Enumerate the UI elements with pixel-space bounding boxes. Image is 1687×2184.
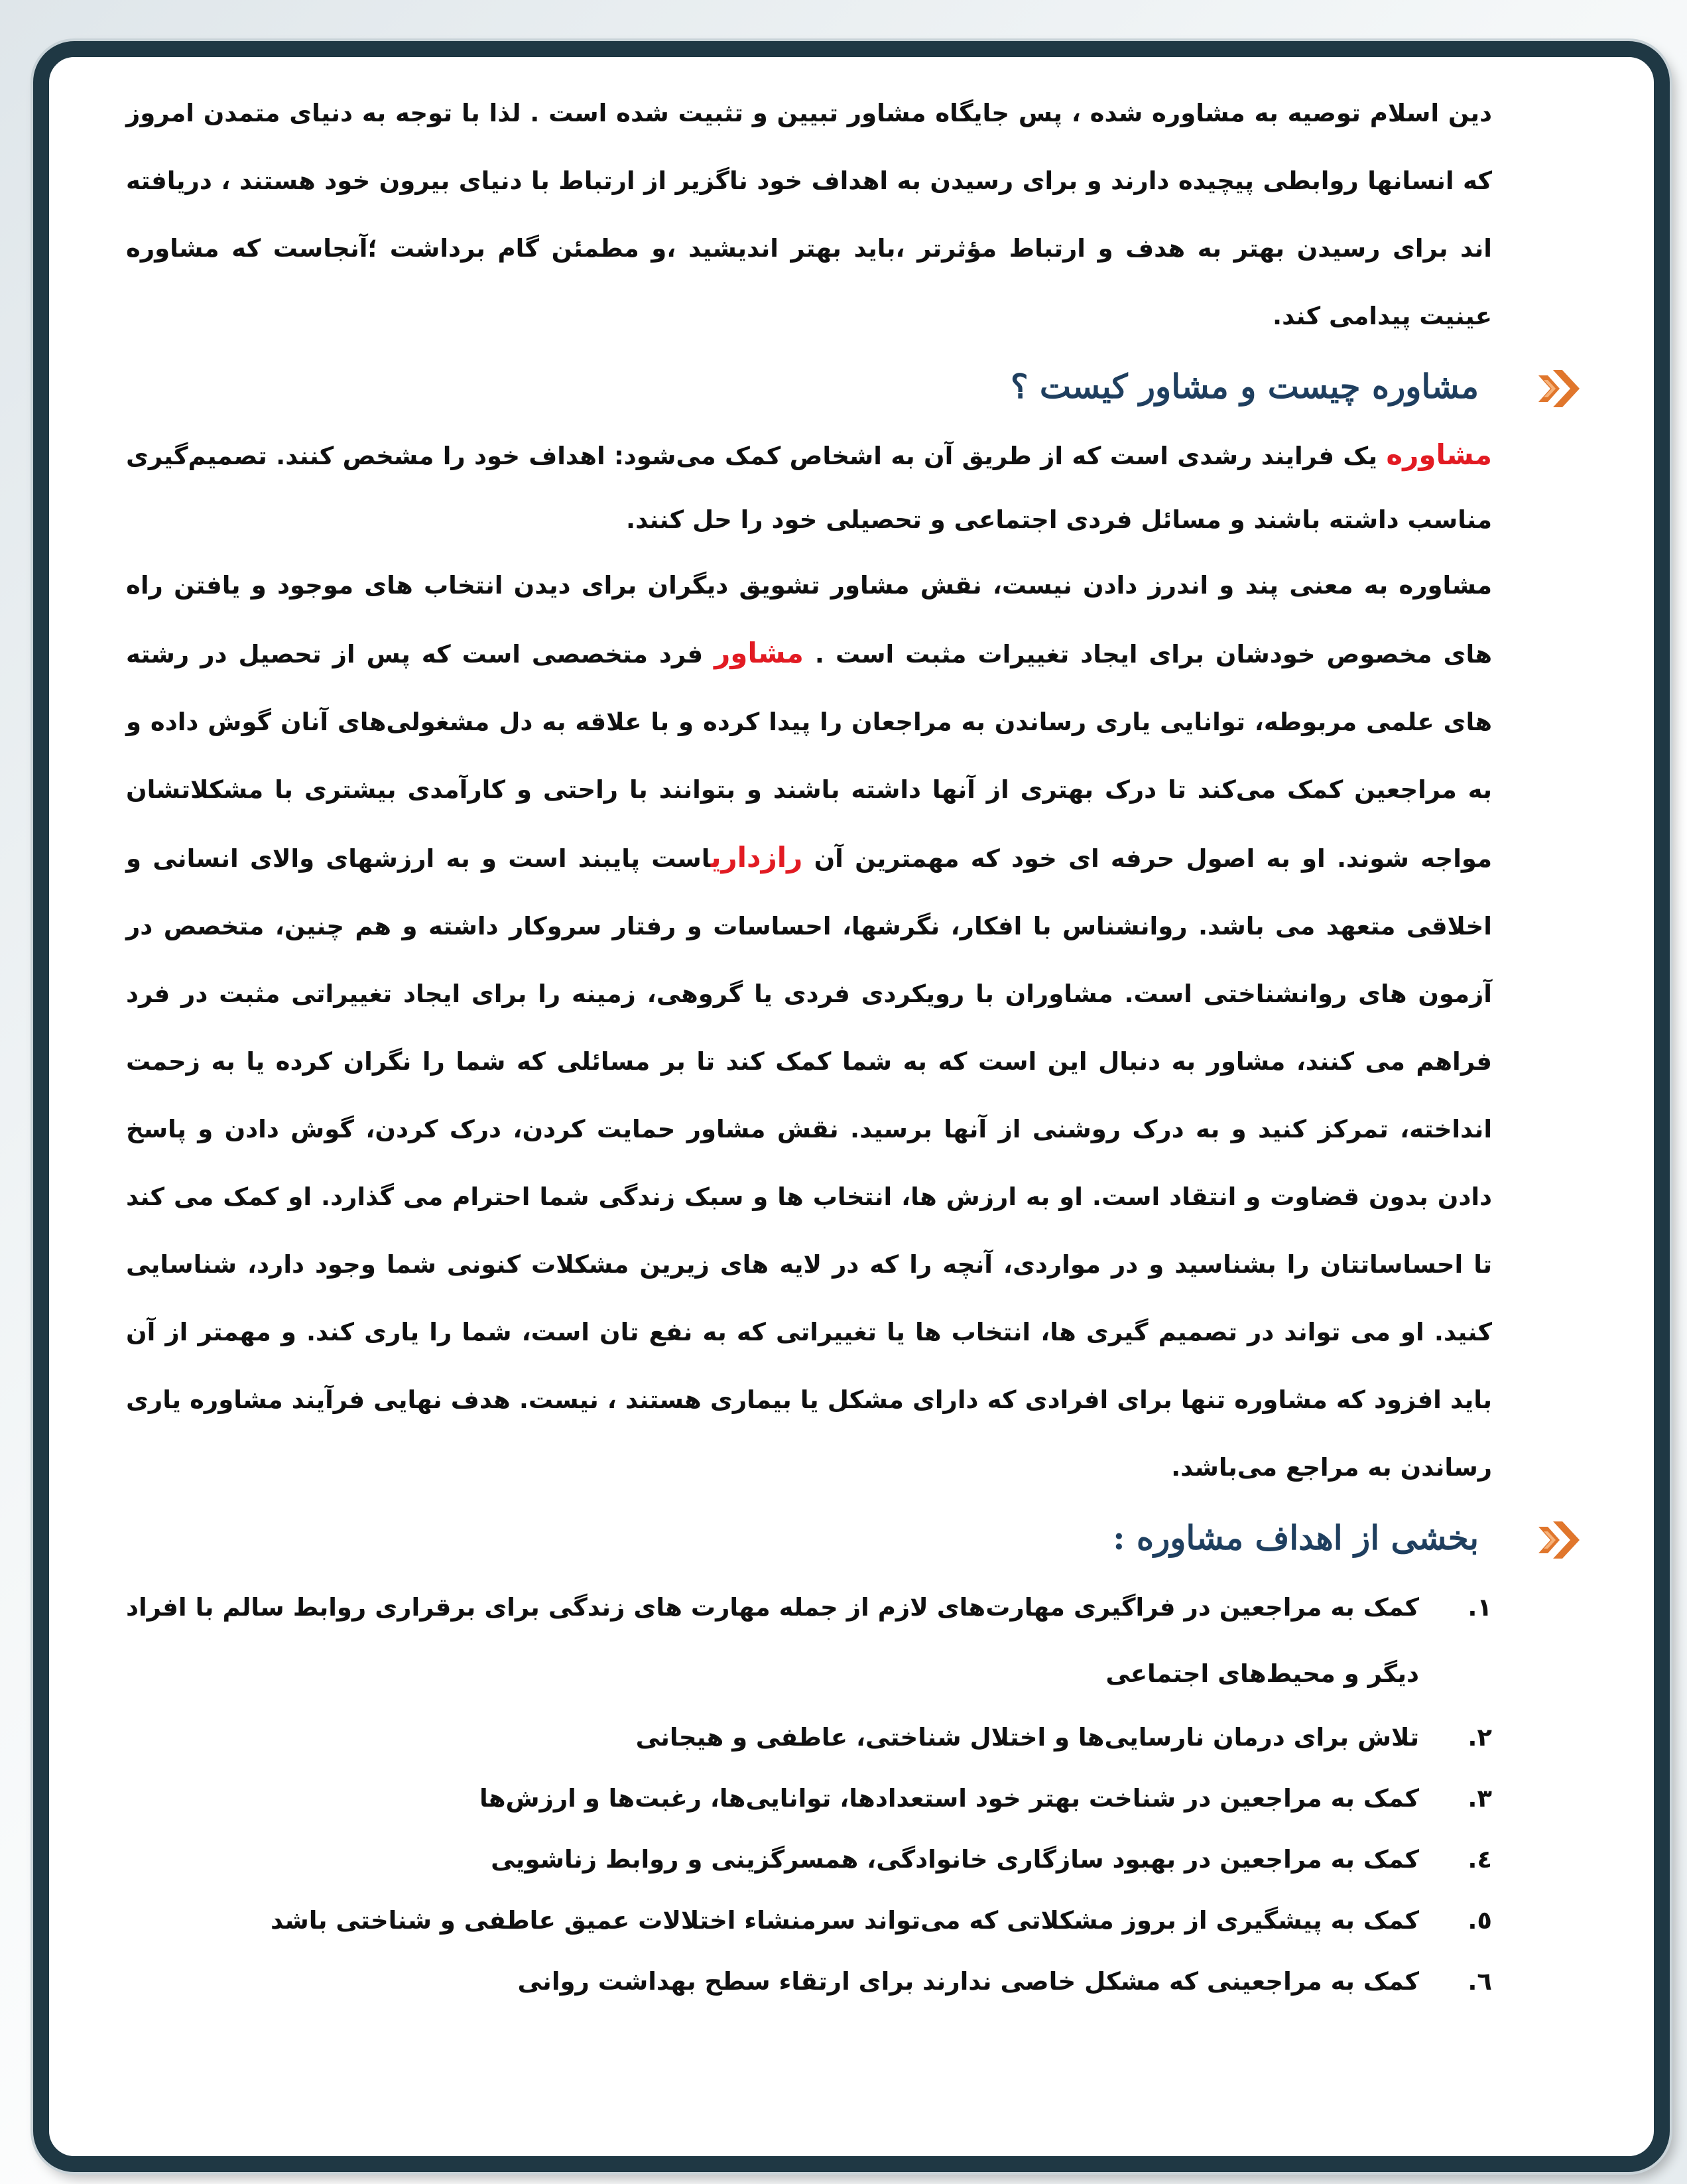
list-item xyxy=(126,1890,1492,1951)
list-item-text: کمک به مراجعین در شناخت بهتر خود استعدادها، توانایی‌ها، رغبت‌ها و ارزش‌ها xyxy=(479,1784,1419,1813)
goals-list xyxy=(126,1574,1492,2012)
list-number: ١. xyxy=(1468,1593,1492,1622)
list-item xyxy=(126,1574,1492,1707)
list-item xyxy=(126,1829,1492,1890)
list-number: ٢. xyxy=(1468,1723,1492,1752)
list-item xyxy=(126,1768,1492,1829)
list-number: ٥. xyxy=(1468,1906,1492,1935)
list-item xyxy=(126,1951,1492,2012)
section-heading-text: مشاوره چیست و مشاور کیست ؟ xyxy=(1010,367,1479,406)
definition-paragraph xyxy=(126,423,1492,552)
counselor-paragraph xyxy=(126,552,1492,1502)
section-heading-text: بخشی از اهداف مشاوره : xyxy=(1113,1518,1479,1557)
intro-paragraph: دین اسلام توصیه به مشاوره شده ، پس جایگاه مشاور تبیین و تثبیت شده است . لذا با توجه به دنیای متمدن امروز که انسانها روابطی پیچیده دارند و برای رسیدن به اهداف خود ناگزیر از ارتباط با دنیای بیرون خود هستند ، دریافته اند برای رسیدن بهتر به هدف و ارتباط مؤثرتر ،باید بهتر اندیشید ،و مطمئن گام برداشت ؛آنجاست که مشاوره عینیت پیدامی کند. xyxy=(126,99,1492,330)
paragraph-text: است پایبند است و به ارزشهای والای انسانی و اخلاقی متعهد می باشد. روانشناس با افکار، نگرشها، احساسات و رفتار سروکار داشته و هم چنین، متخصص در آزمون های روانشناختی است. مشاوران با رویکردی فردی یا گروهی، زمینه را برای ایجاد تغییراتی مثبت در فرد فراهم می کنند، مشاور به دنبال این است که به شما کمک کند تا بر مسائلی که شما را نگران کرده یا به زحمت انداخته، تمرکز کنید و به درک روشنی از آنها برسید. نقش مشاور حمایت کردن، درک کردن، گوش دادن و پاسخ دادن بدون قضاوت و انتقاد است. او به ارزش ها، انتخاب ها و سبک زندگی شما احترام می گذارد. او کمک می کند تا احساساتتان را بشناسید و در مواردی، آنچه را که در لایه های زیرین مشکلات کنونی شما وجود دارد، شناسایی کنید. او می تواند در تصمیم گیری ها، انتخاب ها یا تغییراتی که به نفع تان است، شما را یاری کند. و مهمتر از آن باید افزود که مشاوره تنها برای افرادی که دارای مشکل یا بیماری هستند ، نیست. هدف نهایی فرآیند مشاوره یاری رساندن به مراجع می‌باشد. xyxy=(126,844,1492,1482)
list-number: ٣. xyxy=(1468,1784,1492,1813)
list-number: ٦. xyxy=(1468,1967,1492,1996)
section-heading-goals xyxy=(126,1502,1492,1574)
list-item-text: کمک به مراجعین در فراگیری مهارت‌های لازم از جمله مهارت های زندگی برای برقراری روابط سالم با افراد دیگر و محیط‌های اجتماعی xyxy=(126,1593,1419,1688)
paragraph-text: مشاوره به معنی پند و اندرز دادن نیست، نقش مشاور تشویق دیگران برای دیدن انتخاب های موجود و یافتن راه های مخصوص خودشان برای ایجاد تغییرات مثبت است . xyxy=(126,571,1492,669)
diamond-chevron-icon xyxy=(1533,370,1580,407)
list-item xyxy=(126,1707,1492,1768)
highlight-term: رازداری xyxy=(710,841,803,873)
definition-text: یک فرایند رشدی است که از طریق آن به اشخاص کمک می‌شود: اهداف خود را مشخص کنند. تصمیم‌گیری مناسب داشته باشند و مسائل فردی اجتماعی و تحصیلی خود را حل کنند. xyxy=(126,442,1492,534)
list-item-text: کمک به مراجعینی که مشکل خاصی ندارند برای ارتقاء سطح بهداشت روانی xyxy=(517,1967,1419,1996)
section-heading-what-is-counseling xyxy=(126,350,1492,423)
document-body xyxy=(126,80,1492,2012)
list-item-text: کمک به مراجعین در بهبود سازگاری خانوادگی، همسرگزینی و روابط زناشویی xyxy=(491,1845,1419,1874)
list-number: ٤. xyxy=(1468,1845,1492,1874)
diamond-chevron-icon xyxy=(1533,1521,1580,1559)
highlight-term: مشاوره xyxy=(1386,438,1492,471)
paragraph-text: فرد متخصصی است که پس از تحصیل در رشته های علمی مربوطه، توانایی یاری رساندن به مراجعان را پیدا کرده و با علاقه به دل مشغولی‌های آنان گوش داده و به مراجعین کمک می‌کند تا درک بهتری از آنها داشته باشند و بتوانند با راحتی و کارآمدی بیشتری با مشکلاتشان مواجه شوند. او به اصول حرفه ای خود که مهمترین آن xyxy=(126,640,1492,873)
highlight-term: مشاور xyxy=(714,637,804,669)
list-item-text: کمک به پیشگیری از بروز مشکلاتی که می‌تواند سرمنشاء اختلالات عمیق عاطفی و شناختی باشد xyxy=(271,1906,1419,1935)
list-item-text: تلاش برای درمان نارسایی‌ها و اختلال شناختی، عاطفی و هیجانی xyxy=(635,1723,1419,1752)
